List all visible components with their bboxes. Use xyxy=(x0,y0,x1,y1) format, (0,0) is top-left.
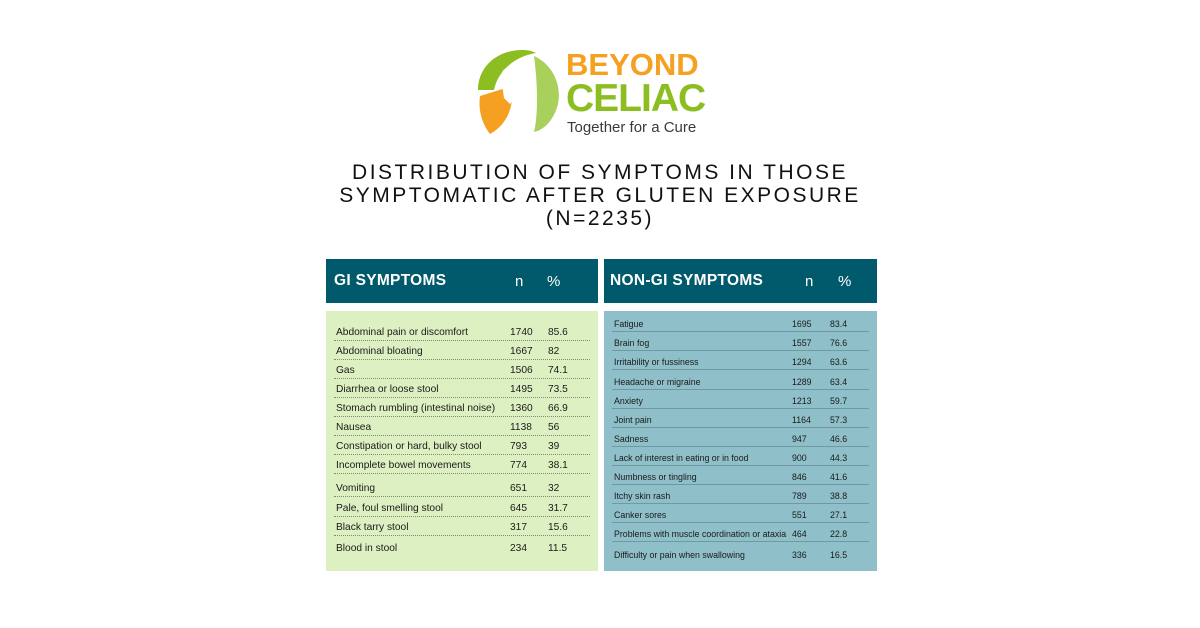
symptom-count: 793 xyxy=(510,441,527,452)
symptom-count: 645 xyxy=(510,503,527,514)
symptom-count: 234 xyxy=(510,543,527,554)
symptom-label: Incomplete bowel movements xyxy=(336,460,471,471)
symptom-label: Joint pain xyxy=(614,415,652,425)
symptom-percent: 44.3 xyxy=(830,453,848,463)
logo-emblem-icon xyxy=(472,46,564,138)
gi-table-row xyxy=(334,517,590,536)
non-gi-table-row xyxy=(612,504,869,523)
symptom-count: 1695 xyxy=(792,319,812,329)
brand-line-2: CELIAC xyxy=(566,77,706,120)
symptom-percent: 59.7 xyxy=(830,396,848,406)
symptom-percent: 15.6 xyxy=(548,522,568,533)
symptom-count: 947 xyxy=(792,434,807,444)
symptom-count: 1289 xyxy=(792,377,812,387)
symptom-count: 317 xyxy=(510,522,527,533)
non-gi-table-row xyxy=(612,370,869,390)
symptom-label: Pale, foul smelling stool xyxy=(336,503,444,514)
symptom-label: Fatigue xyxy=(614,319,644,329)
symptom-label: Vomiting xyxy=(336,483,376,494)
title-line: (N=2235) xyxy=(545,207,655,230)
symptom-label: Headache or migraine xyxy=(614,377,701,387)
non-gi-header-pct: % xyxy=(838,273,852,290)
symptom-percent: 66.9 xyxy=(548,403,568,414)
symptom-count: 1213 xyxy=(792,396,812,406)
symptom-label: Abdominal bloating xyxy=(336,346,423,357)
gi-header-n: n xyxy=(515,273,524,290)
symptom-label: Irritability or fussiness xyxy=(614,357,699,367)
symptom-percent: 56 xyxy=(548,422,560,433)
symptom-percent: 46.6 xyxy=(830,434,848,444)
gi-table-row xyxy=(334,360,590,379)
symptom-percent: 82 xyxy=(548,346,560,357)
gi-table-row xyxy=(334,474,590,497)
symptom-count: 900 xyxy=(792,453,807,463)
symptom-percent: 38.1 xyxy=(548,460,568,471)
symptom-count: 1557 xyxy=(792,338,812,348)
gi-table-row xyxy=(334,455,590,474)
symptom-percent: 11.5 xyxy=(548,543,568,554)
symptom-count: 789 xyxy=(792,491,807,501)
symptom-label: Black tarry stool xyxy=(336,522,409,533)
non-gi-header-title: NON-GI SYMPTOMS xyxy=(610,272,764,289)
symptom-percent: 27.1 xyxy=(830,510,848,520)
gi-table-header xyxy=(326,259,598,303)
symptom-label: Numbness or tingling xyxy=(614,472,697,482)
gi-table-row xyxy=(334,536,590,556)
gi-table-row xyxy=(334,417,590,436)
gi-table-body xyxy=(326,311,598,571)
symptom-percent: 74.1 xyxy=(548,365,568,376)
brand-line-1: BEYOND xyxy=(566,47,699,82)
symptom-label: Diarrhea or loose stool xyxy=(336,384,439,395)
symptom-percent: 76.6 xyxy=(830,338,848,348)
non-gi-table-row xyxy=(612,311,869,332)
symptom-percent: 22.8 xyxy=(830,529,848,539)
gi-table-row xyxy=(334,379,590,398)
symptom-count: 651 xyxy=(510,483,527,494)
brand-tagline: Together for a Cure xyxy=(567,119,697,136)
symptom-label: Constipation or hard, bulky stool xyxy=(336,441,482,452)
symptom-percent: 16.5 xyxy=(830,550,848,560)
symptom-count: 774 xyxy=(510,460,527,471)
non-gi-table-row xyxy=(612,351,869,370)
symptom-count: 336 xyxy=(792,550,807,560)
symptom-label: Anxiety xyxy=(614,396,643,406)
symptom-label: Abdominal pain or discomfort xyxy=(336,327,468,338)
symptom-percent: 83.4 xyxy=(830,319,848,329)
symptom-count: 1506 xyxy=(510,365,533,376)
symptom-percent: 63.6 xyxy=(830,357,848,367)
symptom-label: Canker sores xyxy=(614,510,667,520)
non-gi-table-row xyxy=(612,409,869,428)
non-gi-table-row xyxy=(612,447,869,466)
non-gi-table-row xyxy=(612,332,869,351)
symptom-percent: 57.3 xyxy=(830,415,848,425)
symptom-percent: 73.5 xyxy=(548,384,568,395)
symptom-percent: 41.6 xyxy=(830,472,848,482)
symptom-percent: 32 xyxy=(548,483,560,494)
title-line: SYMPTOMATIC AFTER GLUTEN EXPOSURE xyxy=(339,184,861,207)
symptom-count: 1360 xyxy=(510,403,533,414)
symptom-count: 1495 xyxy=(510,384,533,395)
symptom-label: Problems with muscle coordination or ataxia xyxy=(614,529,787,539)
symptom-count: 1164 xyxy=(792,415,811,425)
symptom-count: 846 xyxy=(792,472,807,482)
non-gi-table-row xyxy=(612,523,869,542)
non-gi-table-row xyxy=(612,466,869,485)
symptom-percent: 63.4 xyxy=(830,377,848,387)
symptom-percent: 39 xyxy=(548,441,560,452)
gi-table-row xyxy=(334,436,590,455)
gi-header-pct: % xyxy=(547,273,561,290)
non-gi-header-n: n xyxy=(805,273,814,290)
symptom-label: Lack of interest in eating or in food xyxy=(614,453,749,463)
symptom-count: 1294 xyxy=(792,357,812,367)
beyond-celiac-logo xyxy=(472,46,712,138)
symptom-label: Difficulty or pain when swallowing xyxy=(614,550,745,560)
symptom-label: Itchy skin rash xyxy=(614,491,671,501)
symptom-label: Nausea xyxy=(336,422,372,433)
symptom-count: 1138 xyxy=(510,422,532,433)
non-gi-table-body xyxy=(604,311,877,571)
non-gi-table-header xyxy=(604,259,877,303)
symptom-label: Gas xyxy=(336,365,355,376)
symptom-count: 551 xyxy=(792,510,807,520)
symptom-label: Sadness xyxy=(614,434,649,444)
symptom-percent: 85.6 xyxy=(548,327,568,338)
non-gi-table-row xyxy=(612,485,869,504)
gi-table-row xyxy=(334,311,590,341)
symptom-count: 464 xyxy=(792,529,807,539)
symptom-percent: 31.7 xyxy=(548,503,568,514)
gi-header-title: GI SYMPTOMS xyxy=(334,272,447,289)
title-line: DISTRIBUTION OF SYMPTOMS IN THOSE xyxy=(352,161,848,184)
non-gi-table-row xyxy=(612,390,869,409)
gi-table-row xyxy=(334,341,590,360)
symptom-label: Blood in stool xyxy=(336,543,398,554)
symptom-count: 1740 xyxy=(510,327,533,338)
non-gi-table-row xyxy=(612,428,869,447)
symptom-label: Brain fog xyxy=(614,338,650,348)
chart-title xyxy=(250,161,950,230)
non-gi-table-row xyxy=(612,542,869,562)
gi-table-row xyxy=(334,398,590,417)
gi-table-row xyxy=(334,497,590,517)
symptom-percent: 38.8 xyxy=(830,491,848,501)
symptom-label: Stomach rumbling (intestinal noise) xyxy=(336,403,496,414)
symptom-count: 1667 xyxy=(510,346,533,357)
